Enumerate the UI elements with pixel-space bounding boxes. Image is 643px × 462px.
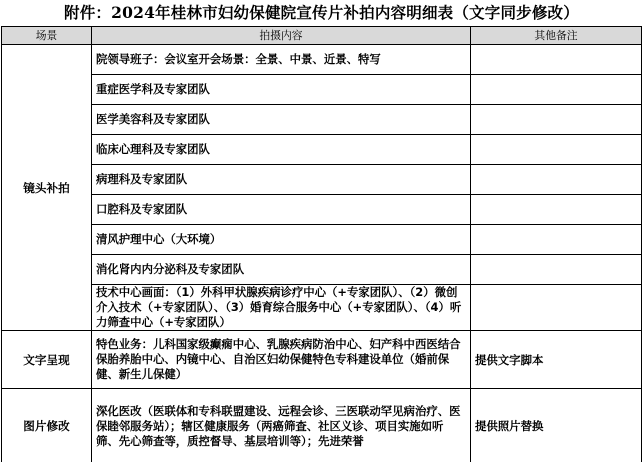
note-cell bbox=[471, 45, 642, 75]
detail-table bbox=[1, 26, 642, 462]
header-scene: 场景 bbox=[2, 27, 92, 45]
note-cell bbox=[471, 135, 642, 165]
table-row bbox=[2, 331, 642, 389]
scene-cell-shots: 镜头补拍 bbox=[2, 45, 92, 331]
note-cell bbox=[471, 285, 642, 331]
table-row bbox=[2, 225, 642, 255]
note-cell: 提供文字脚本 bbox=[471, 331, 642, 389]
note-cell bbox=[471, 195, 642, 225]
note-cell bbox=[471, 255, 642, 285]
content-cell: 口腔科及专家团队 bbox=[92, 195, 471, 225]
content-cell: 临床心理科及专家团队 bbox=[92, 135, 471, 165]
content-cell: 病理科及专家团队 bbox=[92, 165, 471, 195]
table-row bbox=[2, 195, 642, 225]
content-cell: 清风护理中心（大环境） bbox=[92, 225, 471, 255]
note-cell: 提供照片替换 bbox=[471, 389, 642, 462]
scene-cell-text: 文字呈现 bbox=[2, 331, 92, 389]
content-cell: 特色业务：儿科国家级癫痫中心、乳腺疾病防治中心、妇产科中西医结合保胎养胎中心、内镜中心、自治区妇幼保健特色专科建设单位（婚前保健、新生儿保健） bbox=[92, 331, 471, 389]
note-cell bbox=[471, 105, 642, 135]
content-cell: 技术中心画面：（1）外科甲状腺疾病诊疗中心（+专家团队）、（2）微创介入技术（+专家团队）、（3）婚育综合服务中心（+专家团队）、（4）听力筛查中心（+专家团队） bbox=[92, 285, 471, 331]
content-cell: 医学美容科及专家团队 bbox=[92, 105, 471, 135]
table-row bbox=[2, 255, 642, 285]
table-row bbox=[2, 75, 642, 105]
table-row bbox=[2, 105, 642, 135]
header-content: 拍摄内容 bbox=[92, 27, 471, 45]
note-cell bbox=[471, 75, 642, 105]
header-notes: 其他备注 bbox=[471, 27, 642, 45]
table-row bbox=[2, 285, 642, 331]
table-row bbox=[2, 45, 642, 75]
content-cell: 院领导班子：会议室开会场景：全景、中景、近景、特写 bbox=[92, 45, 471, 75]
table-header-row bbox=[2, 27, 642, 45]
table-row bbox=[2, 165, 642, 195]
table-row bbox=[2, 389, 642, 462]
document-title: 附件：2024年桂林市妇幼保健院宣传片补拍内容明细表（文字同步修改） bbox=[64, 3, 579, 22]
note-cell bbox=[471, 165, 642, 195]
note-cell bbox=[471, 225, 642, 255]
content-cell: 消化肾内内分泌科及专家团队 bbox=[92, 255, 471, 285]
scene-cell-images: 图片修改 bbox=[2, 389, 92, 462]
content-cell: 重症医学科及专家团队 bbox=[92, 75, 471, 105]
content-cell: 深化医改（医联体和专科联盟建设、远程会诊、三医联动罕见病治疗、医保睦邻服务站）；辖区健康服务（两癌筛查、社区义诊、项目实施如听筛、先心筛查等，质控督导、基层培训等）；先进荣誉 bbox=[92, 389, 471, 462]
table-row bbox=[2, 135, 642, 165]
